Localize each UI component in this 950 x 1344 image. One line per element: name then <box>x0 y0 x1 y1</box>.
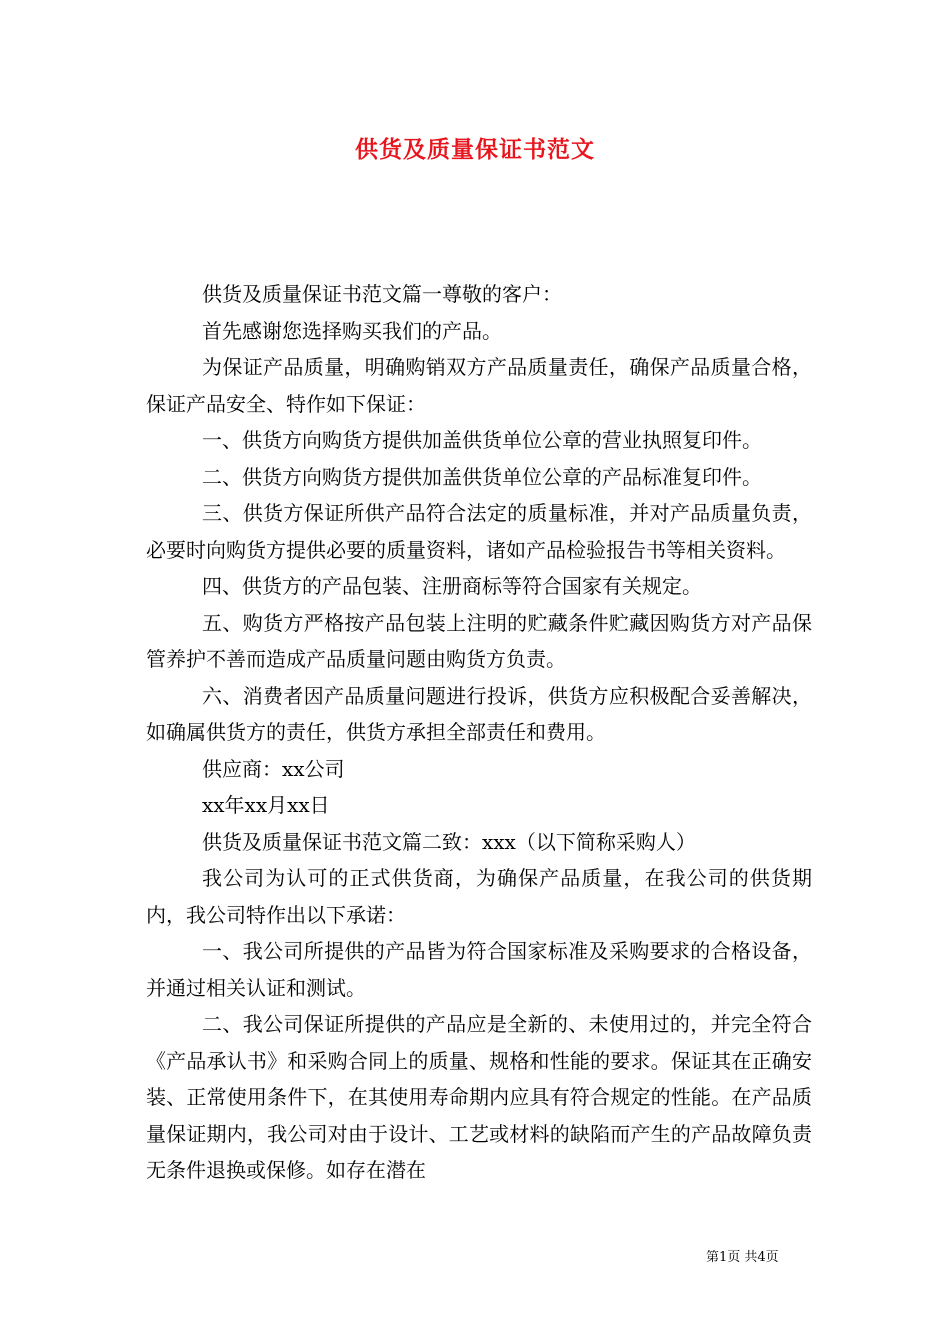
paragraph: 供货及质量保证书范文篇一尊敬的客户： <box>202 282 562 306</box>
paragraph: 为保证产品质量，明确购销双方产品质量责任，确保产品质量合格，保证产品安全、特作如下保证： <box>146 355 812 416</box>
paragraph: 五、购货方严格按产品包装上注明的贮藏条件贮藏因购货方对产品保管养护不善而造成产品质量问题由购货方负责。 <box>146 610 812 671</box>
paragraph: 供货及质量保证书范文篇二致：xxx（以下简称采购人） <box>202 829 696 854</box>
page-number: 第1页 共4页 <box>706 1250 779 1265</box>
paragraph: 四、供货方的产品包装、注册商标等符合国家有关规定。 <box>202 574 702 598</box>
paragraph: 六、消费者因产品质量问题进行投诉，供货方应积极配合妥善解决，如确属供货方的责任，供货方承担全部责任和费用。 <box>146 683 812 744</box>
paragraph: 二、我公司保证所提供的产品应是全新的、未使用过的，并完全符合《产品承认书》和采购合同上的质量、规格和性能的要求。保证其在正确安装、正常使用条件下，在其使用寿命期内应具有符合规定的性能。在产品质量保证期内，我公司对由于设计、工艺或材料的缺陷而产生的产品故障负责无条件退换或保修。如存在潜在 <box>146 1012 812 1182</box>
paragraph: 首先感谢您选择购买我们的产品。 <box>202 318 502 343</box>
date-line: xx年xx月xx日 <box>202 793 330 817</box>
paragraph: 二、供货方向购货方提供加盖供货单位公章的产品标准复印件。 <box>202 464 762 489</box>
paragraph: 一、供货方向购货方提供加盖供货单位公章的营业执照复印件。 <box>202 428 762 452</box>
document-body <box>146 276 812 1189</box>
supplier-line: 供应商：xx公司 <box>202 756 345 781</box>
paragraph: 三、供货方保证所供产品符合法定的质量标准，并对产品质量负责，必要时向购货方提供必要的质量资料，诸如产品检验报告书等相关资料。 <box>146 501 812 562</box>
document-title: 供货及质量保证书范文 <box>355 136 595 163</box>
paragraph: 我公司为认可的正式供货商，为确保产品质量，在我公司的供货期内，我公司特作出以下承诺： <box>146 866 812 927</box>
paragraph: 一、我公司所提供的产品皆为符合国家标准及采购要求的合格设备，并通过相关认证和测试。 <box>146 939 812 1000</box>
